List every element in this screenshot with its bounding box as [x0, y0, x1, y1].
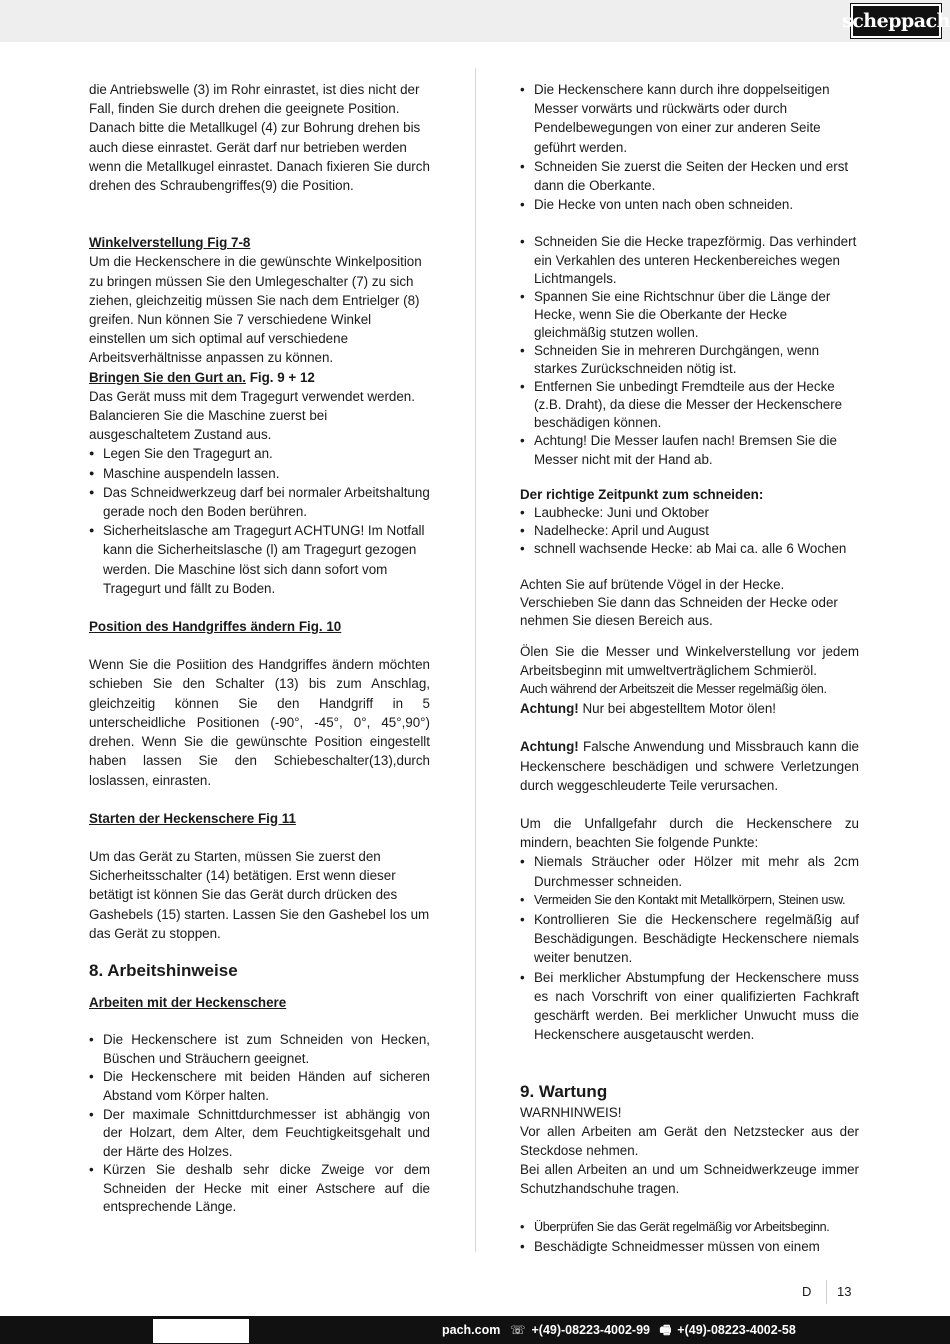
contact-bar-white-box — [153, 1319, 249, 1343]
voegel-paragraph: Achten Sie auf brütende Vögel in der Hecke. Verschieben Sie dann das Schneiden der Hecke oder nehmen Sie diesen Bereich aus. — [520, 576, 838, 628]
oelen-warning-text: Nur bei abgestelltem Motor ölen! — [578, 701, 777, 717]
list-item: • Niemals Sträucher oder Hölzer mit mehr als 2cm Durchmesser schneiden. — [520, 852, 859, 890]
footer-separator — [826, 1280, 827, 1304]
list-item: • Schneiden Sie die Hecke trapezförmig. Das verhindert ein Verkahlen des unteren Heckenbereiches wegen Lichtmangels. — [520, 233, 859, 287]
page-footer-meta — [790, 1284, 870, 1304]
list-item: • Nadelhecke: April und August — [520, 522, 859, 540]
list-item: • Überprüfen Sie das Gerät regelmäßig vor Arbeitsbeginn. — [520, 1218, 859, 1237]
misuse-warning — [520, 737, 859, 795]
wartung-paragraph-2: Bei allen Arbeiten an und um Schneidwerkzeuge immer Schutzhandschuhe tragen. — [520, 1162, 859, 1197]
list-item: • Beschädigte Schneidmesser müssen von einem — [520, 1237, 859, 1256]
gurt-fig: Fig. 9 + 12 — [246, 369, 315, 385]
starten-paragraph: Um das Gerät zu Starten, müssen Sie zuerst den Sicherheitsschalter (14) betätigen. Erst wenn dieser betätigt ist können Sie das Gerät durch drücken des Gashebels (15) starten. Lassen Sie den Gashebel los um das Gerät zu stoppen. — [89, 848, 430, 941]
unfall-list — [520, 852, 859, 1044]
oelen-warning-label: Achtung! — [520, 701, 579, 717]
fax-number: +(49)-08223-4002-58 — [677, 1323, 796, 1337]
winkel-heading: Winkelverstellung Fig 7-8 — [89, 235, 251, 251]
hints-list-a — [520, 80, 859, 214]
starten-heading: Starten der Heckenschere Fig 11 — [89, 810, 296, 826]
list-item: ● Das Schneidwerkzeug darf bei normaler Arbeitshaltung gerade noch den Boden berühren. — [89, 483, 430, 521]
list-item: • Die Heckenschere kann durch ihre doppelseitigen Messer vorwärts und rückwärts oder durch Pendelbewegungen von einer zur anderen Seite geführt werden. — [520, 80, 859, 157]
handgriff-paragraph: Wenn Sie die Posiition des Handgriffes ändern möchten schieben Sie den Schalter (13) bis zum Anschlag, gleichzeitig können Sie den Handgriff in 5 unterscheidliche Positionen (-90°, -45°, 0°, 45°,90°) drehen. Wenn Sie die gewünschte Position eingestellt haben lassen Sie den Schiebeschalter(13),durch loslassen, einrasten. — [89, 657, 430, 788]
wartung-paragraph-1: Vor allen Arbeiten am Gerät den Netzstecker aus der Steckdose nehmen. — [520, 1123, 859, 1158]
brand-logo: scheppach — [851, 4, 941, 38]
list-item: ● Legen Sie den Tragegurt an. — [89, 444, 430, 463]
list-item: • Der maximale Schnittdurchmesser ist abhängig von der Holzart, dem Alter, dem Feuchtigkeitsgehalt und der Härte des Holzes. — [89, 1106, 430, 1162]
gurt-paragraph: Das Gerät muss mit dem Tragegurt verwendet werden. Balancieren Sie die Maschine zuerst bei ausgeschaltetem Zustand aus. — [89, 388, 415, 443]
right-column — [520, 80, 859, 1256]
list-item: ● Maschine auspendeln lassen. — [89, 464, 430, 483]
list-item: • Laubhecke: Juni und Oktober — [520, 504, 859, 522]
winkel-paragraph: Um die Heckenschere in die gewünschte Winkelposition zu bringen müssen Sie den Umlegeschalter (7) zu sich ziehen, gleichzeitig müssen Sie nach dem Entrielger (8) greifen. Nun können Sie 7 verschiedene Winkel einstellen um sich optimal auf verschiedene Arbeitsverhältnisse anpassen zu können. — [89, 254, 422, 366]
fax-icon: 🖷 — [659, 1323, 672, 1337]
list-item: • Entfernen Sie unbedingt Fremdteile aus der Hecke (z.B. Draht), da diese die Messer der Heckenschere beschädigen können. — [520, 378, 859, 432]
list-item: ● Sicherheitslasche am Tragegurt ACHTUNG! Im Notfall kann die Sicherheitslasche (l) am Tragegurt gezogen werden. Die Maschine löst sich dann sofort vom Tragegurt und fällt zu Boden. — [89, 521, 430, 598]
list-item: • Achtung! Die Messer laufen nach! Bremsen Sie die Messer nicht mit der Hand ab. — [520, 432, 859, 468]
misuse-warning-text: Falsche Anwendung und Missbrauch kann die Heckenschere beschädigen und schwere Verletzungen durch weggeschleuderte Teile verursachen. — [520, 739, 859, 793]
list-item: • schnell wachsende Hecke: ab Mai ca. alle 6 Wochen — [520, 540, 859, 558]
list-item: • Schneiden Sie in mehreren Durchgängen, wenn starkes Zurückschneiden nötig ist. — [520, 342, 859, 378]
oelen-paragraph-2: Auch während der Arbeitszeit die Messer regelmäßig ölen. — [520, 682, 827, 697]
header-bar — [0, 0, 950, 42]
phone-icon: ☏ — [509, 1323, 526, 1337]
arbeiten-heading: Arbeiten mit der Heckenschere — [89, 994, 287, 1010]
misuse-warning-label: Achtung! — [520, 739, 579, 755]
oelen-warning — [520, 699, 859, 718]
gurt-title: Bringen Sie den Gurt an. — [89, 369, 246, 385]
arbeiten-list — [89, 1031, 430, 1217]
hints-list-b — [520, 233, 859, 468]
intro-paragraph: die Antriebswelle (3) im Rohr einrastet, ist dies nicht der Fall, finden Sie durch drehen die geeignete Position. Danach bitte die Metallkugel (4) zur Bohrung drehen bis auch diese einrastet. Gerät darf nur betrieben werden wenn die Metallkugel einrastet. Danach fixieren Sie durch drehen des Schraubengriffes(9) die Position. — [89, 82, 430, 194]
section-9-title: 9. Wartung — [520, 1081, 608, 1101]
handgriff-heading: Position des Handgriffes ändern Fig. 10 — [89, 619, 342, 635]
left-column — [89, 80, 430, 1217]
phone-number: +(49)-08223-4002-99 — [531, 1323, 650, 1337]
website-link[interactable]: pach.com — [442, 1323, 501, 1337]
zeitpunkt-heading: Der richtige Zeitpunkt zum schneiden: — [520, 486, 764, 502]
list-item: • Kürzen Sie deshalb sehr dicke Zweige vor dem Schneiden der Hecke mit einer Astschere auf die entsprechende Länge. — [89, 1161, 430, 1217]
wartung-list — [520, 1218, 859, 1256]
list-item: • Kontrollieren Sie die Heckenschere regelmäßig auf Beschädigungen. Beschädigte Heckenschere niemals weiter benutzen. — [520, 910, 859, 968]
column-divider — [475, 68, 476, 1252]
list-item: • Die Heckenschere ist zum Schneiden von Hecken, Büschen und Sträuchern geeignet. — [89, 1031, 430, 1068]
list-item: • Vermeiden Sie den Kontakt mit Metallkörpern, Steinen usw. — [520, 891, 859, 910]
contact-info — [442, 1321, 802, 1342]
zeitpunkt-list — [520, 504, 859, 558]
list-item: • Bei merklicher Abstumpfung der Heckenschere muss es nach Vorschrift von einer qualifizierten Fachkraft geschärft werden. Bei merklicher Unwucht muss die Heckenschere ausgetauscht werden. — [520, 968, 859, 1045]
contact-bar — [0, 1316, 950, 1344]
list-item: • Schneiden Sie zuerst die Seiten der Hecken und erst dann die Oberkante. — [520, 157, 859, 195]
gurt-list — [89, 444, 430, 598]
gurt-heading — [89, 368, 430, 387]
section-8-title: 8. Arbeitshinweise — [89, 960, 238, 980]
unfall-paragraph: Um die Unfallgefahr durch die Heckenschere zu mindern, beachten Sie folgende Punkte: — [520, 816, 859, 851]
list-item: • Die Hecke von unten nach oben schneiden. — [520, 195, 859, 214]
list-item: • Die Heckenschere mit beiden Händen auf sicheren Abstand vom Körper halten. — [89, 1068, 430, 1105]
list-item: • Spannen Sie eine Richtschnur über die Länge der Hecke, wenn Sie die Oberkante der Hecke gleichmäßig stutzen wollen. — [520, 288, 859, 342]
warnhinweis-label: WARNHINWEIS! — [520, 1104, 622, 1120]
oelen-paragraph: Ölen Sie die Messer und Winkelverstellung vor jedem Arbeitsbeginn mit umweltverträglichem Schmieröl. — [520, 643, 859, 678]
page-number: 13 — [837, 1284, 852, 1299]
language-code: D — [802, 1284, 812, 1299]
